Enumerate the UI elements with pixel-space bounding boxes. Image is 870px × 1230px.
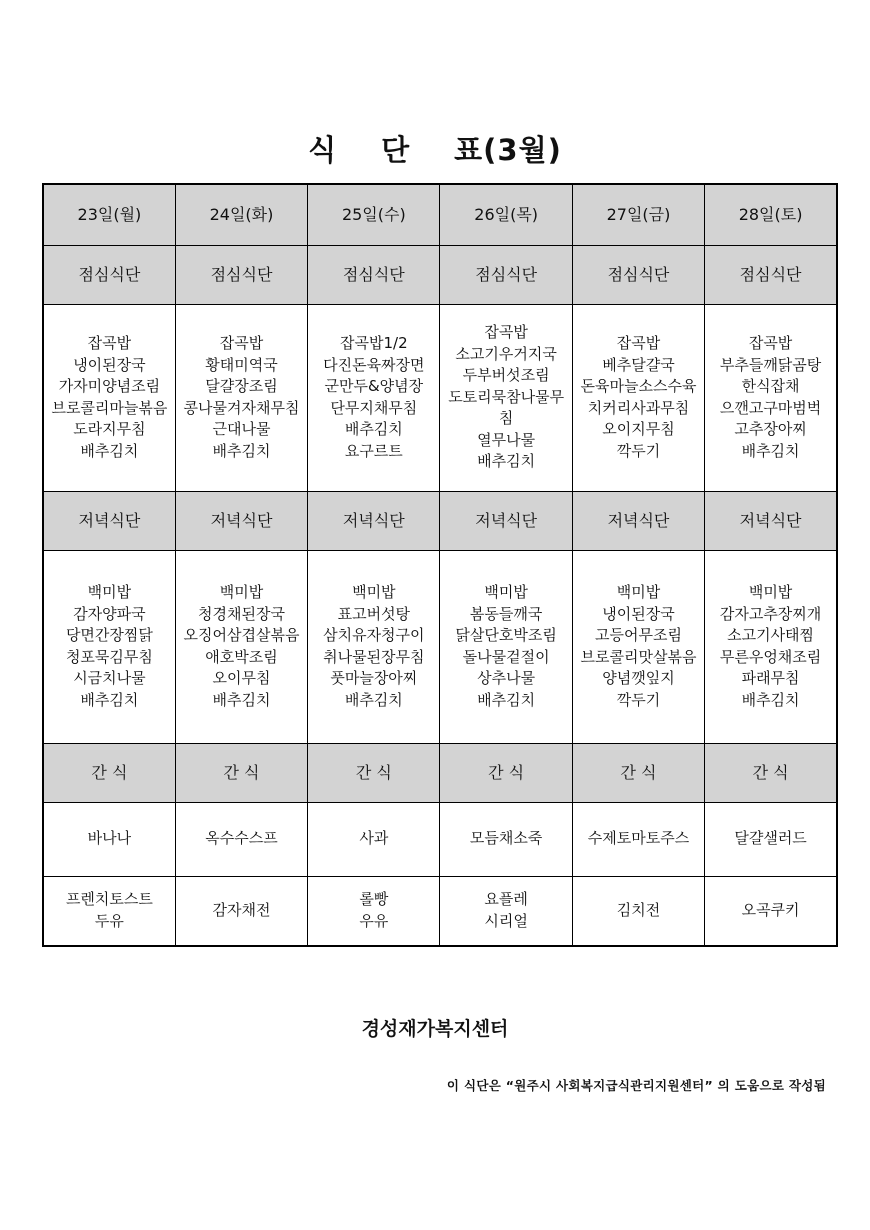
snack-header-cell: 간 식 xyxy=(440,743,572,802)
dinner-row-cell xyxy=(175,550,307,743)
menu-item: 배추김치 xyxy=(477,690,536,709)
snack-header-cell: 간 식 xyxy=(308,743,440,802)
organization-name: 경성재가복지센터 xyxy=(361,1018,509,1040)
snack-row-2-cell xyxy=(440,876,572,946)
menu-item: 고추장아찌 xyxy=(734,420,807,438)
menu-item: 달걀장조림 xyxy=(205,377,278,395)
snack-row-2-cell xyxy=(572,876,704,946)
menu-item: 깍두기 xyxy=(616,441,661,460)
menu-item: 오곡쿠키 xyxy=(741,901,800,919)
menu-item: 닭살단호박조림 xyxy=(455,626,557,644)
menu-item: 시금치나물 xyxy=(73,669,146,687)
menu-item: 백미밥 xyxy=(748,583,793,601)
menu-item: 오이무침 xyxy=(212,669,271,687)
snack-row-1 xyxy=(43,802,837,876)
menu-item: 백미밥 xyxy=(87,583,132,601)
page-title xyxy=(0,128,870,169)
snack-header-cell: 간 식 xyxy=(43,743,175,802)
menu-item: 도토리묵참나물무침 xyxy=(448,387,565,428)
menu-item: 열무나물 xyxy=(477,430,536,449)
dinner-row xyxy=(43,550,837,743)
menu-item: 감자양파국 xyxy=(73,604,146,623)
menu-item: 깍두기 xyxy=(616,690,661,709)
menu-item: 배추김치 xyxy=(344,420,403,438)
menu-item: 우유 xyxy=(359,911,389,930)
menu-item: 무른우엉채조림 xyxy=(719,647,822,666)
menu-item: 수제토마토주스 xyxy=(587,829,690,848)
menu-item: 냉이된장국 xyxy=(602,604,675,623)
dinner-row-cell xyxy=(308,550,440,743)
menu-item: 두유 xyxy=(94,911,124,930)
menu-item: 다진돈육짜장면 xyxy=(323,355,425,374)
snack-row-1-cell xyxy=(308,802,440,876)
lunch-row-cell xyxy=(308,304,440,491)
menu-item: 상추나물 xyxy=(477,669,536,687)
lunch-row xyxy=(43,304,837,491)
menu-item: 냉이된장국 xyxy=(73,355,146,374)
menu-item: 요플레 xyxy=(484,890,528,909)
snack-header-cell: 간 식 xyxy=(175,743,307,802)
menu-item: 배추김치 xyxy=(80,690,139,709)
snack-row-2-cell xyxy=(705,876,837,946)
menu-item: 백미밥 xyxy=(616,583,661,601)
menu-item: 프렌치토스트 xyxy=(65,890,153,909)
menu-item: 도라지무침 xyxy=(73,420,146,438)
snack-row-2-cell xyxy=(175,876,307,946)
menu-item: 근대나물 xyxy=(212,420,271,438)
date-header xyxy=(43,184,837,245)
menu-item: 달걀샐러드 xyxy=(734,829,807,848)
menu-item: 단무지채무침 xyxy=(330,398,418,417)
menu-item: 돈육마늘소스수육 xyxy=(580,377,697,395)
menu-item: 김치전 xyxy=(616,901,661,919)
lunch-header-cell: 점심식단 xyxy=(572,245,704,304)
snack-row-1-cell xyxy=(572,802,704,876)
lunch-row-cell xyxy=(572,304,704,491)
menu-item: 모듬채소죽 xyxy=(469,829,543,848)
menu-item: 배추김치 xyxy=(741,441,800,460)
snack-row-1-cell xyxy=(705,802,837,876)
date-header-cell: 23일(월) xyxy=(43,184,175,245)
menu-item: 오이지무침 xyxy=(602,420,675,438)
menu-item: 애호박조림 xyxy=(205,647,278,666)
date-header-cell: 24일(화) xyxy=(175,184,307,245)
menu-item: 오징어삼겹살볶음 xyxy=(183,626,300,644)
menu-item: 군만두&양념장 xyxy=(324,377,424,395)
menu-item: 잡곡밥 xyxy=(616,334,661,352)
meal-plan-table xyxy=(42,183,838,947)
menu-item: 잡곡밥 xyxy=(219,334,264,352)
menu-item: 배추김치 xyxy=(80,441,139,460)
dinner-row-cell xyxy=(705,550,837,743)
menu-item: 사과 xyxy=(359,829,389,848)
menu-item: 감자채전 xyxy=(212,901,271,919)
menu-item: 표고버섯탕 xyxy=(337,604,411,623)
menu-item: 옥수수스프 xyxy=(205,829,278,848)
menu-item: 돌나물겉절이 xyxy=(462,647,550,666)
menu-item: 파래무침 xyxy=(741,669,800,687)
menu-item: 배추김치 xyxy=(212,441,271,460)
lunch-header-cell: 점심식단 xyxy=(308,245,440,304)
title-char-1: 식 xyxy=(308,133,338,167)
menu-item: 청경채된장국 xyxy=(198,604,285,623)
date-header-cell: 26일(목) xyxy=(440,184,572,245)
menu-item: 한식잡채 xyxy=(741,377,800,395)
menu-item: 바나나 xyxy=(87,829,132,848)
menu-item: 소고기사태찜 xyxy=(727,626,815,644)
snack-row-2-cell xyxy=(43,876,175,946)
menu-item: 고등어무조림 xyxy=(595,626,682,644)
menu-item: 풋마늘장아찌 xyxy=(330,669,418,687)
menu-item: 잡곡밥 xyxy=(748,334,793,352)
date-header-cell: 27일(금) xyxy=(572,184,704,245)
snack-header xyxy=(43,743,837,802)
lunch-header-cell: 점심식단 xyxy=(175,245,307,304)
menu-item: 삼치유자청구이 xyxy=(323,626,425,644)
menu-item: 치커리사과무침 xyxy=(587,398,690,417)
menu-item: 베추달걀국 xyxy=(602,355,675,374)
dinner-row-cell xyxy=(572,550,704,743)
dinner-row-cell xyxy=(440,550,572,743)
snack-row-1-cell xyxy=(440,802,572,876)
menu-item: 잡곡밥 xyxy=(87,334,132,352)
lunch-header-cell: 점심식단 xyxy=(440,245,572,304)
menu-item: 두부버섯조림 xyxy=(462,366,550,385)
date-header-cell: 28일(토) xyxy=(705,184,837,245)
menu-item: 콩나물겨자채무침 xyxy=(183,398,300,417)
menu-item: 으깬고구마범벅 xyxy=(719,398,822,417)
menu-item: 브로콜리맛살볶음 xyxy=(580,647,697,666)
menu-item: 황태미역국 xyxy=(205,355,278,374)
menu-item: 잡곡밥1/2 xyxy=(340,334,408,352)
dinner-header xyxy=(43,491,837,550)
menu-item: 백미밥 xyxy=(484,583,528,601)
menu-item: 봄동들깨국 xyxy=(469,604,543,623)
menu-item: 부추들깨닭곰탕 xyxy=(719,355,822,374)
dinner-header-cell: 저녁식단 xyxy=(705,491,837,550)
menu-item: 요구르트 xyxy=(344,441,403,460)
menu-item: 양념깻잎지 xyxy=(602,669,675,687)
menu-item: 감자고추장찌개 xyxy=(719,604,822,623)
menu-item: 취나물된장무침 xyxy=(323,647,425,666)
credit-note: 이 식단은 “원주시 사회복지급식관리지원센터” 의 도움으로 작성됨 xyxy=(446,1078,826,1093)
dinner-header-cell: 저녁식단 xyxy=(308,491,440,550)
menu-item: 시리얼 xyxy=(484,911,528,930)
menu-item: 백미밥 xyxy=(219,583,264,601)
dinner-header-cell: 저녁식단 xyxy=(175,491,307,550)
menu-item: 당면간장찜닭 xyxy=(65,626,153,644)
dinner-row-cell xyxy=(43,550,175,743)
snack-row-2-cell xyxy=(308,876,440,946)
menu-item: 롤빵 xyxy=(359,890,389,909)
dinner-header-cell: 저녁식단 xyxy=(43,491,175,550)
date-header-cell: 25일(수) xyxy=(308,184,440,245)
menu-item: 배추김치 xyxy=(477,452,536,471)
menu-item: 배추김치 xyxy=(344,690,403,709)
dinner-header-cell: 저녁식단 xyxy=(572,491,704,550)
menu-item: 배추김치 xyxy=(741,690,800,709)
snack-row-2 xyxy=(43,876,837,946)
snack-row-1-cell xyxy=(175,802,307,876)
lunch-header-cell: 점심식단 xyxy=(705,245,837,304)
dinner-header-cell: 저녁식단 xyxy=(440,491,572,550)
snack-row-1-cell xyxy=(43,802,175,876)
lunch-row-cell xyxy=(43,304,175,491)
menu-item: 배추김치 xyxy=(212,690,271,709)
snack-header-cell: 간 식 xyxy=(705,743,837,802)
lunch-header xyxy=(43,245,837,304)
title-char-2: 단 xyxy=(381,133,411,167)
menu-item: 브로콜리마늘볶음 xyxy=(51,398,168,417)
menu-item: 소고기우거지국 xyxy=(455,344,557,363)
menu-item: 잡곡밥 xyxy=(484,323,528,342)
menu-item: 백미밥 xyxy=(352,583,396,601)
title-char-3: 표(3월) xyxy=(454,133,562,167)
menu-item: 청포묵김무침 xyxy=(65,647,153,666)
lunch-header-cell: 점심식단 xyxy=(43,245,175,304)
menu-item: 가자미양념조림 xyxy=(58,377,161,395)
lunch-row-cell xyxy=(440,304,572,491)
snack-header-cell: 간 식 xyxy=(572,743,704,802)
lunch-row-cell xyxy=(175,304,307,491)
lunch-row-cell xyxy=(705,304,837,491)
